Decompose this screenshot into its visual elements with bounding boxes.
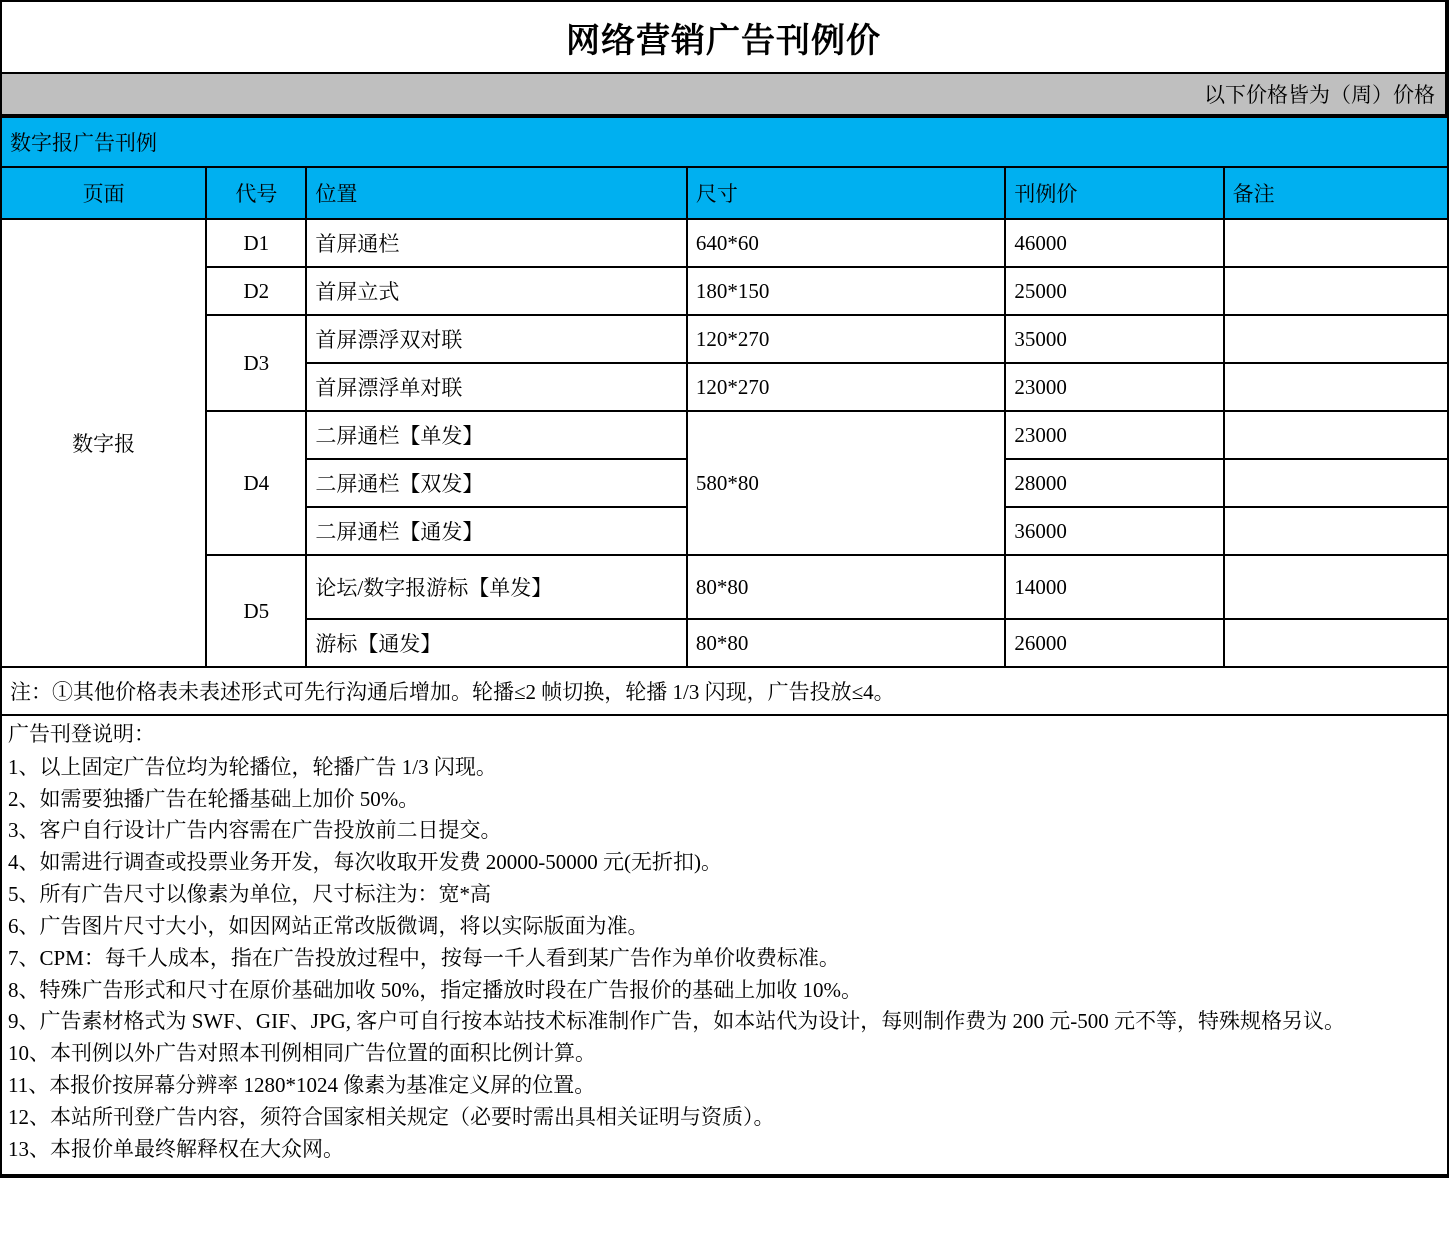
size-cell: 120*270 [687,315,1005,363]
remark-cell [1224,363,1448,411]
description-item: 6、广告图片尺寸大小，如因网站正常改版微调，将以实际版面为准。 [8,913,649,938]
price-cell: 23000 [1005,411,1223,459]
table-row [1,267,1448,315]
code-cell: D2 [206,267,306,315]
table-row [1,315,1448,363]
table-row [1,219,1448,267]
section-band-row [1,117,1448,167]
size-cell: 80*80 [687,555,1005,619]
document-title-row [0,0,1447,72]
code-cell: D5 [206,555,306,667]
rate-table [0,116,1449,716]
description-item: 2、如需要独播广告在轮播基础上加价 50%。 [8,786,420,811]
position-cell: 首屏漂浮双对联 [306,315,687,363]
description-item: 8、特殊广告形式和尺寸在原价基础加收 50%，指定播放时段在广告报价的基础上加收 10%。 [8,977,862,1002]
position-cell: 游标【通发】 [306,619,687,667]
page-group-cell: 数字报 [1,219,206,667]
remark-cell [1224,315,1448,363]
description-item: 12、本站所刊登广告内容，须符合国家相关规定（必要时需出具相关证明与资质）。 [8,1104,775,1129]
code-cell: D1 [206,219,306,267]
advertising-description [0,716,1449,1176]
page-title: 网络营销广告刊例价 [566,22,881,60]
price-cell: 36000 [1005,507,1223,555]
column-header-position: 位置 [306,167,687,219]
remark-cell [1224,267,1448,315]
size-cell: 120*270 [687,363,1005,411]
table-header-row [1,167,1448,219]
code-cell: D4 [206,411,306,555]
remark-cell [1224,219,1448,267]
section-band-label: 数字报广告刊例 [1,117,1448,167]
size-cell: 180*150 [687,267,1005,315]
price-cell: 35000 [1005,315,1223,363]
price-cell: 25000 [1005,267,1223,315]
description-item: 13、本报价单最终解释权在大众网。 [8,1136,344,1161]
description-item: 11、本报价按屏幕分辨率 1280*1024 像素为基准定义屏的位置。 [8,1072,596,1097]
price-cell: 26000 [1005,619,1223,667]
code-cell: D3 [206,315,306,411]
price-cell: 46000 [1005,219,1223,267]
position-cell: 二屏通栏【双发】 [306,459,687,507]
position-cell: 首屏漂浮单对联 [306,363,687,411]
remark-cell [1224,619,1448,667]
table-note: 注：①其他价格表未表述形式可先行沟通后增加。轮播≤2 帧切换，轮播 1/3 闪现，广告投放≤4。 [1,667,1448,715]
price-cell: 28000 [1005,459,1223,507]
position-cell: 首屏立式 [306,267,687,315]
column-header-code: 代号 [206,167,306,219]
table-row [1,411,1448,459]
position-cell: 二屏通栏【通发】 [306,507,687,555]
column-header-remark: 备注 [1224,167,1448,219]
remark-cell [1224,507,1448,555]
description-item: 5、所有广告尺寸以像素为单位，尺寸标注为：宽*高 [8,882,491,907]
position-cell: 论坛/数字报游标【单发】 [306,555,687,619]
remark-cell [1224,411,1448,459]
remark-cell [1224,555,1448,619]
price-cell: 14000 [1005,555,1223,619]
size-cell: 640*60 [687,219,1005,267]
position-cell: 首屏通栏 [306,219,687,267]
table-row [1,555,1448,619]
description-item: 3、客户自行设计广告内容需在广告投放前二日提交。 [8,818,502,843]
description-item: 10、本刊例以外广告对照本刊例相同广告位置的面积比例计算。 [8,1041,596,1066]
description-item: 7、CPM：每千人成本，指在广告投放过程中，按每一千人看到某广告作为单价收费标准。 [8,945,840,970]
column-header-page: 页面 [1,167,206,219]
column-header-price: 刊例价 [1005,167,1223,219]
table-note-row [1,667,1448,715]
size-cell: 80*80 [687,619,1005,667]
description-item: 4、如需进行调查或投票业务开发，每次收取开发费 20000-50000 元(无折扣)。 [8,850,722,875]
size-cell: 580*80 [687,411,1005,555]
document-subtitle-row [0,72,1447,116]
remark-cell [1224,459,1448,507]
description-item: 9、广告素材格式为 SWF、GIF、JPG, 客户可自行按本站技术标准制作广告，如本站代为设计，每则制作费为 200 元-500 元不等，特殊规格另议。 [8,1009,1346,1034]
description-item: 1、以上固定广告位均为轮播位，轮播广告 1/3 闪现。 [8,754,497,779]
column-header-size: 尺寸 [687,167,1005,219]
price-period-note: 以下价格皆为（周）价格 [1204,83,1435,107]
description-title: 广告刊登说明： [8,722,155,746]
price-cell: 23000 [1005,363,1223,411]
position-cell: 二屏通栏【单发】 [306,411,687,459]
